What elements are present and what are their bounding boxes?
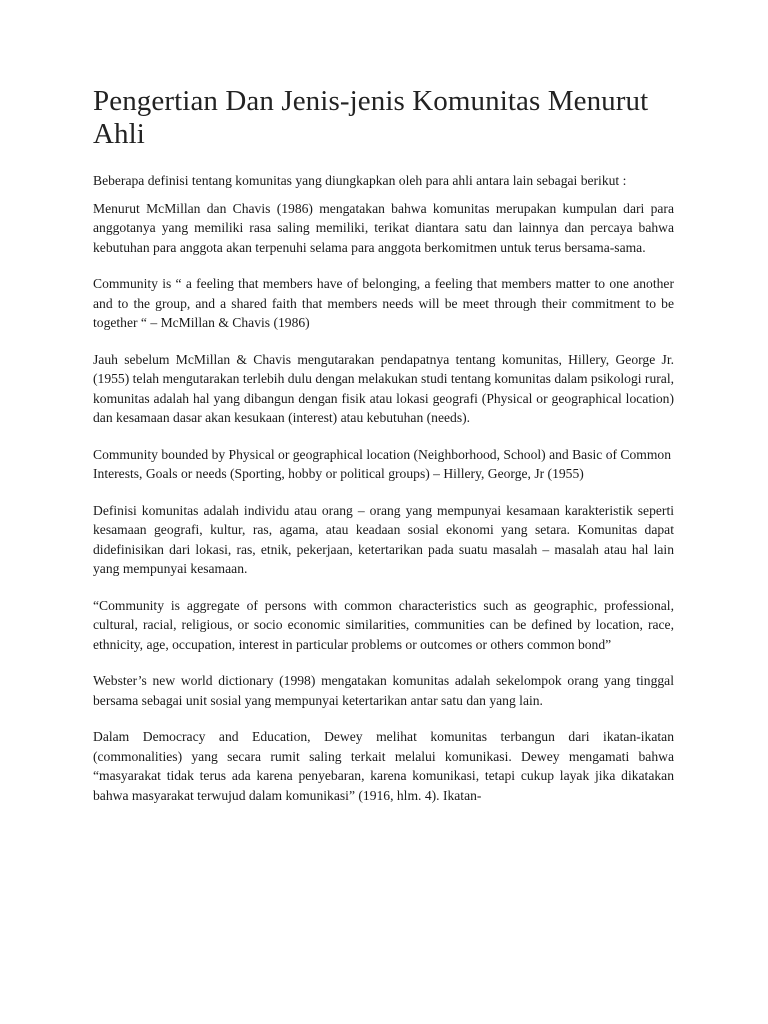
intro-paragraph: Beberapa definisi tentang komunitas yang diungkapkan oleh para ahli antara lain sebagai berikut : (93, 173, 627, 188)
paragraph-definition: Definisi komunitas adalah individu atau orang – orang yang mempunyai kesamaan karakteristik seperti kesamaan geografi, kultur, ras, agama, atau keadaan sosial ekonomi yang setara. Komunitas dapat didefinisikan dari lokasi, ras, etnik, pekerjaan, ketertarikan pada suatu masalah – masalah atau hal lain yang mempunyai kesamaan. (93, 502, 674, 576)
quote-mcmillan-chavis: Community is “ a feeling that members have of belonging, a feeling that members matter to one another and to the group, and a shared faith that members needs will be meet through their commitment to be together “ – McMillan & Chavis (1986) (93, 276, 674, 330)
document-page (93, 85, 674, 822)
paragraph-dewey: Dalam Democracy and Education, Dewey melihat komunitas terbangun dari ikatan-ikatan (commonalities) yang secara rumit saling terkait melalui komunikasi. Dewey mengamati bahwa “masyarakat tidak terus ada karena penyebaran, karena komunikasi, tetapi cukup layak jika dikatakan bahwa masyarakat terwujud dalam komunikasi” (1916, hlm. 4). Ikatan- (93, 729, 674, 803)
paragraph-webster: Webster’s new world dictionary (1998) mengatakan komunitas adalah sekelompok orang yang tinggal bersama sebagai unit sosial yang mempunyai ketertarikan antar satu dan yang lain. (93, 673, 674, 708)
quote-community-aggregate: “Community is aggregate of persons with common characteristics such as geographic, professional, cultural, racial, religious, or socio economic similarities, communities can be defined by location, race, ethnicity, age, occupation, interest in particular problems or outcomes or others common bond” (93, 597, 674, 652)
document-title: Pengertian Dan Jenis-jenis Komunitas Menurut Ahli (93, 85, 649, 150)
paragraph-mcmillan-chavis: Menurut McMillan dan Chavis (1986) mengatakan bahwa komunitas merupakan kumpulan dari para anggotanya yang memiliki rasa saling memiliki, terikat diantara satu dan lainnya dan percaya bahwa kebutuhan para anggota akan terpenuhi selama para anggota berkomitmen untuk terus bersama-sama. (93, 200, 674, 255)
quote-hillery: Community bounded by Physical or geographical location (Neighborhood, School) and Basic of Common Interests, Goals or needs (Sporting, hobby or political groups) – Hillery, George, Jr (1955) (93, 446, 672, 481)
paragraph-hillery: Jauh sebelum McMillan & Chavis mengutarakan pendapatnya tentang komunitas, Hillery, George Jr. (1955) telah mengutarakan terlebih dulu dengan melakukan studi tentang komunitas dalam psikologi rural, komunitas adalah hal yang dibangun dengan fisik atau lokasi geografi (Physical or geographical location) dan kesamaan dasar akan kesukaan (interest) atau kebutuhan (needs). (93, 351, 674, 425)
